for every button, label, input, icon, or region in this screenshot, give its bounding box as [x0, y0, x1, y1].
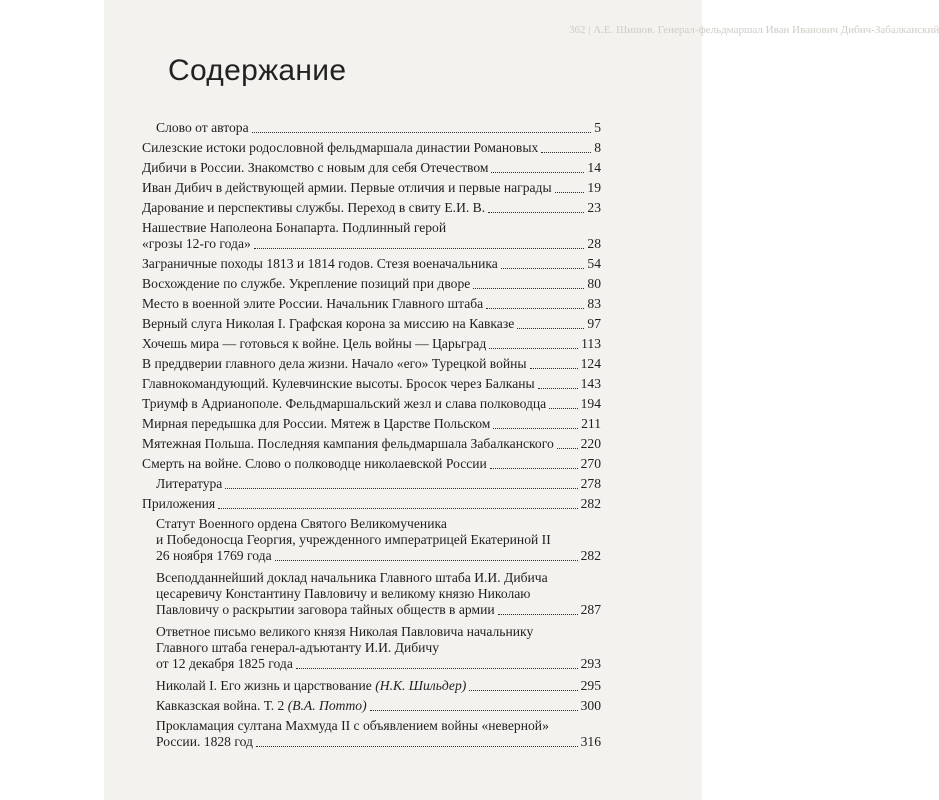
toc-entry-page: 80: [587, 276, 601, 291]
toc-entry-page: 19: [587, 180, 601, 195]
toc-entry-title: Всеподданнейший доклад начальника Главного штаба И.И. Дибича: [156, 570, 548, 585]
toc-entry-page: 295: [580, 678, 601, 693]
page-title: Содержание: [168, 54, 347, 87]
toc-entry: [142, 180, 601, 196]
toc-entry-page: 194: [580, 396, 601, 411]
toc-entry-page: 143: [580, 376, 601, 391]
toc-entry: [142, 456, 601, 472]
toc-entry: [142, 200, 601, 216]
toc-entry: [156, 698, 601, 714]
toc-entry: [142, 140, 601, 156]
toc-entry: [142, 296, 601, 312]
table-of-contents: [104, 0, 702, 800]
toc-entry-title: Мирная передышка для России. Мятеж в Царстве Польском: [142, 416, 491, 431]
toc-entry-title: Павловичу о раскрытии заговора тайных обществ в армии: [156, 602, 495, 617]
book-page: [104, 0, 939, 800]
toc-entry-title: Кавказская война. Т. 2: [156, 698, 285, 713]
toc-entry: [156, 718, 601, 750]
toc-entry: [142, 256, 601, 272]
running-head: 362 | А.Е. Шишов. Генерал-фельдмаршал Иван Иванович Дибич-Забалканский: [569, 24, 939, 36]
toc-entry: [156, 516, 601, 564]
toc-entry: [156, 120, 601, 136]
toc-entry-title: Мятежная Польша. Последняя кампания фельдмаршала Забалканского: [142, 436, 554, 451]
toc-entry-title: Дибичи в России. Знакомство с новым для себя Отечеством: [142, 160, 489, 175]
toc-entry: [156, 624, 601, 672]
toc-entry: [142, 316, 601, 332]
toc-entry: [142, 416, 601, 432]
toc-entry: [142, 220, 601, 252]
toc-entry-title: Триумф в Адрианополе. Фельдмаршальский жезл и слава полководца: [142, 396, 547, 411]
toc-entry-title: Нашествие Наполеона Бонапарта. Подлинный герой: [142, 220, 447, 235]
toc-entry-page: 14: [587, 160, 601, 175]
toc-entry-title: Статут Военного ордена Святого Великомученика: [156, 516, 447, 531]
toc-entry-title: 26 ноября 1769 года: [156, 548, 272, 563]
toc-entry: [142, 356, 601, 372]
toc-entry-title: В преддверии главного дела жизни. Начало «его» Турецкой войны: [142, 356, 527, 371]
toc-entry-page: 211: [581, 416, 601, 431]
toc-entry-title: Главнокомандующий. Кулевчинские высоты. Бросок через Балканы: [142, 376, 535, 391]
toc-entry-title: Верный слуга Николая I. Графская корона за миссию на Кавказе: [142, 316, 515, 331]
toc-entry-title: Заграничные походы 1813 и 1814 годов. Стезя военачальника: [142, 256, 498, 271]
toc-entry-title: от 12 декабря 1825 года: [156, 656, 293, 671]
toc-entry: [142, 276, 601, 292]
toc-entry-author: (Н.К. Шильдер): [375, 678, 467, 693]
toc-entry-page: 83: [587, 296, 601, 311]
toc-entry: [142, 336, 601, 352]
toc-entry-page: 124: [580, 356, 601, 371]
toc-entry-title: Прокламация султана Махмуда II с объявлением войны «неверной»: [156, 718, 549, 733]
toc-entry-page: 23: [587, 200, 601, 215]
toc-entry-title: Главного штаба генерал-адъютанту И.И. Дибичу: [156, 640, 440, 655]
toc-entry-title: России. 1828 год: [156, 734, 253, 749]
toc-entry: [142, 160, 601, 176]
toc-entry: [156, 570, 601, 618]
toc-entry-page: 293: [580, 656, 601, 671]
toc-entry-title: Дарование и перспективы службы. Переход в свиту Е.И. В.: [142, 200, 486, 215]
toc-entry-page: 220: [580, 436, 601, 451]
toc-entry-page: 300: [580, 698, 601, 713]
toc-entry-title: Слово от автора: [156, 120, 249, 135]
toc-entry-title: Иван Дибич в действующей армии. Первые отличия и первые награды: [142, 180, 552, 195]
toc-entry-title: Хочешь мира — готовься к войне. Цель войны — Царьград: [142, 336, 487, 351]
toc-entry-page: 287: [580, 602, 601, 617]
toc-entry-page: 282: [580, 548, 601, 563]
toc-entry-title: «грозы 12-го года»: [142, 236, 251, 251]
toc-entry-title: Приложения: [142, 496, 216, 511]
toc-entry: [156, 678, 601, 694]
toc-entry: [142, 396, 601, 412]
toc-entry-title: Смерть на войне. Слово о полководце николаевской России: [142, 456, 487, 471]
toc-entry-title: Ответное письмо великого князя Николая Павловича начальнику: [156, 624, 534, 639]
toc-entry: [156, 476, 601, 492]
toc-entry: [142, 436, 601, 452]
toc-entry-title: Восхождение по службе. Укрепление позиций при дворе: [142, 276, 471, 291]
toc-entry-page: 316: [580, 734, 601, 749]
toc-entry-page: 270: [580, 456, 601, 471]
toc-entry-title: и Победоносца Георгия, учрежденного императрицей Екатериной II: [156, 532, 551, 547]
toc-entry-title: Николай I. Его жизнь и царствование: [156, 678, 372, 693]
toc-entry-title: цесаревичу Константину Павловичу и великому князю Николаю: [156, 586, 531, 601]
toc-entry-page: 8: [594, 140, 601, 155]
toc-entry-page: 97: [587, 316, 601, 331]
toc-entry-page: 54: [587, 256, 601, 271]
toc-entry-title: Место в военной элите России. Начальник Главного штаба: [142, 296, 484, 311]
toc-entry: [142, 376, 601, 392]
toc-entry-page: 5: [594, 120, 601, 135]
toc-entry: [142, 496, 601, 512]
toc-entry-title: Силезские истоки родословной фельдмаршала династии Романовых: [142, 140, 539, 155]
toc-entry-page: 28: [587, 236, 601, 251]
toc-entry-title: Литература: [156, 476, 223, 491]
toc-entry-page: 113: [581, 336, 601, 351]
toc-entry-author: (В.А. Потто): [287, 698, 367, 713]
toc-entry-page: 282: [580, 496, 601, 511]
toc-entry-page: 278: [580, 476, 601, 491]
